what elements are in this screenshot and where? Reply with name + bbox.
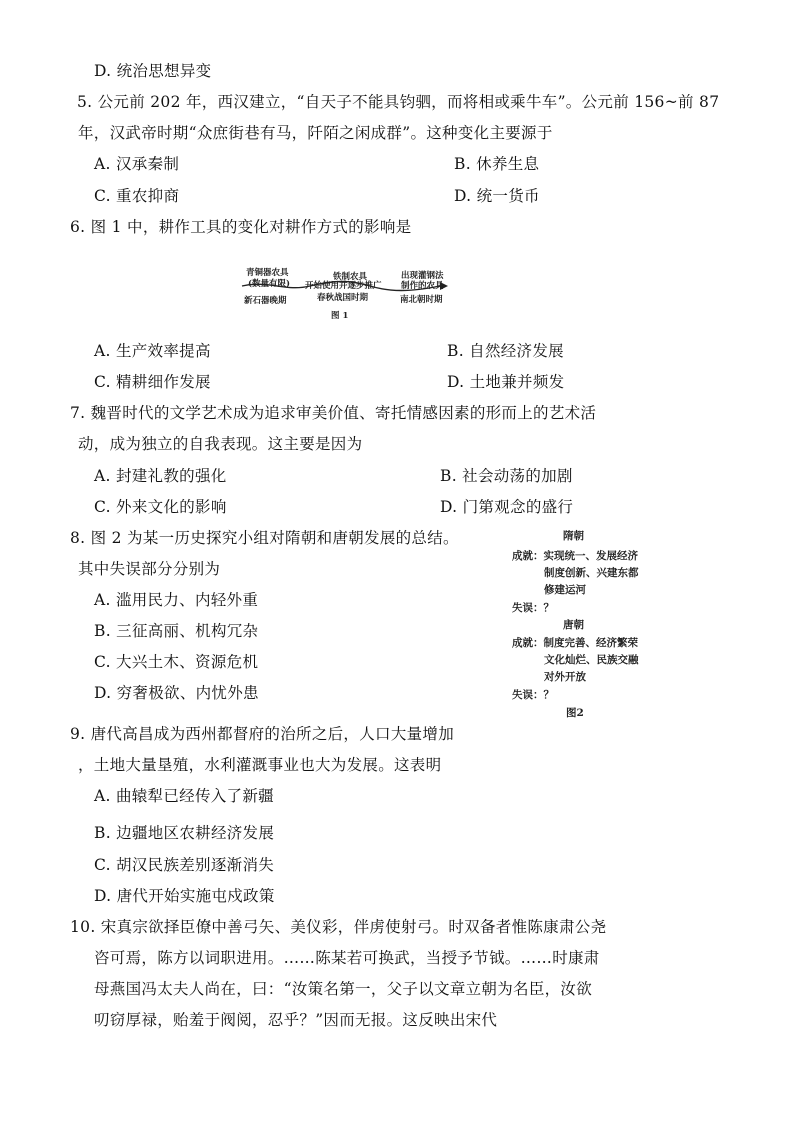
figure-1-label-steel: 出现灌钢法 [401, 271, 444, 281]
q7-stem-line1: 7. 魏晋时代的文学艺术成为追求审美价值、寄托情感因素的形而上的艺术活 [70, 404, 597, 422]
q8-stem-line2: 其中失误部分分别为 [78, 560, 221, 578]
figure-2-sui-achievement-3: 修建运河 [544, 584, 586, 596]
q9-option-a: A. 曲辕犁已经传入了新疆 [94, 787, 274, 805]
q6-option-a: A. 生产效率提高 [94, 342, 211, 360]
q7-option-a: A. 封建礼教的强化 [94, 467, 227, 485]
q6-option-d: D. 土地兼并频发 [447, 373, 565, 391]
figure-1-period-northern-southern: 南北朝时期 [400, 295, 443, 305]
q10-stem-line1: 10. 宋真宗欲择臣僚中善弓矢、美仪彩，伴虏使射弓。时双备者惟陈康肃公尧 [70, 918, 607, 936]
q9-option-d: D. 唐代开始实施屯戍政策 [94, 887, 275, 905]
figure-2-sui-title: 隋朝 [563, 530, 584, 542]
figure-1-label-steel-note: 制作的农具 [401, 281, 444, 291]
q10-stem-line3: 母燕国冯太夫人尚在，曰：“汝策名第一，父子以文章立朝为名臣，汝欲 [94, 980, 593, 998]
q10-stem-line2: 咨可焉，陈方以词职进用。……陈某若可换武，当授予节钺。……时康肃 [94, 949, 600, 967]
figure-2-sui-achievement-2: 制度创新、兴建东都 [544, 567, 639, 579]
q7-stem-line2: 动，成为独立的自我表现。这主要是因为 [78, 435, 363, 453]
q5-stem-line2: 年，汉武帝时期“众庶街巷有马，阡陌之闲成群”。这种变化主要源于 [78, 124, 553, 142]
q5-option-c: C. 重农抑商 [94, 187, 180, 205]
q7-option-d: D. 门第观念的盛行 [440, 498, 574, 516]
q5-stem-line1: 5. 公元前 202 年，西汉建立，“自天子不能具钧驷，而将相或乘牛车”。公元前 156~前 87 [77, 93, 720, 111]
figure-2-tang-achievement-3: 对外开放 [544, 671, 586, 683]
figure-1-label-iron-note: 开始使用并逐步推广 [305, 281, 382, 291]
q9-option-b: B. 边疆地区农耕经济发展 [94, 824, 275, 842]
q8-option-c: C. 大兴土木、资源危机 [94, 653, 259, 671]
figure-2-sui-failure: 失误：？ [512, 602, 554, 614]
q9-stem-line2: ，土地大量垦殖，水利灌溉事业也大为发展。这表明 [78, 756, 442, 774]
q8-option-b: B. 三征高丽、机构冗杂 [94, 622, 259, 640]
figure-1-label-iron: 铁制农具 [333, 272, 368, 282]
figure-1-label-bronze: 青铜器农具 [246, 268, 289, 278]
q5-option-d: D. 统一货币 [454, 187, 540, 205]
q5-option-a: A. 汉承秦制 [94, 155, 180, 173]
q8-option-d: D. 穷奢极欲、内忧外患 [94, 684, 259, 702]
q7-option-c: C. 外来文化的影响 [94, 498, 227, 516]
q9-option-c: C. 胡汉民族差别逐渐消失 [94, 856, 275, 874]
q9-stem-line1: 9. 唐代高昌成为西州都督府的治所之后，人口大量增加 [70, 725, 455, 743]
figure-2-tang-achievement-2: 文化灿烂、民族交融 [544, 654, 639, 666]
figure-2-sui-achievement-1: 成就：实现统一、发展经济 [512, 550, 638, 562]
q5-option-b: B. 休养生息 [454, 155, 540, 173]
q4-option-d: D. 统治思想异变 [94, 62, 212, 80]
q6-option-c: C. 精耕细作发展 [94, 373, 211, 391]
figure-2-tang-achievement-1: 成就：制度完善、经济繁荣 [512, 637, 638, 649]
figure-1-period-spring-autumn: 春秋战国时期 [317, 293, 369, 303]
q7-option-b: B. 社会动荡的加剧 [440, 467, 573, 485]
q6-stem: 6. 图 1 中，耕作工具的变化对耕作方式的影响是 [70, 218, 412, 236]
q10-stem-line4: 叨窃厚禄，贻羞于阀阅，忍乎？”因而无报。这反映出宋代 [94, 1011, 498, 1029]
q6-option-b: B. 自然经济发展 [447, 342, 564, 360]
q8-stem-line1: 8. 图 2 为某一历史探究小组对隋朝和唐朝发展的总结。 [70, 529, 459, 547]
figure-2-tang-failure: 失误：？ [512, 689, 554, 701]
figure-1-caption: 图 1 [331, 311, 349, 321]
figure-2-tang-title: 唐朝 [563, 619, 584, 631]
figure-2-caption: 图2 [566, 707, 584, 719]
figure-1-period-neolithic: 新石器晚期 [244, 296, 287, 306]
q8-option-a: A. 滥用民力、内轻外重 [94, 591, 259, 609]
figure-1-label-bronze-note: (数量有限) [248, 279, 291, 289]
